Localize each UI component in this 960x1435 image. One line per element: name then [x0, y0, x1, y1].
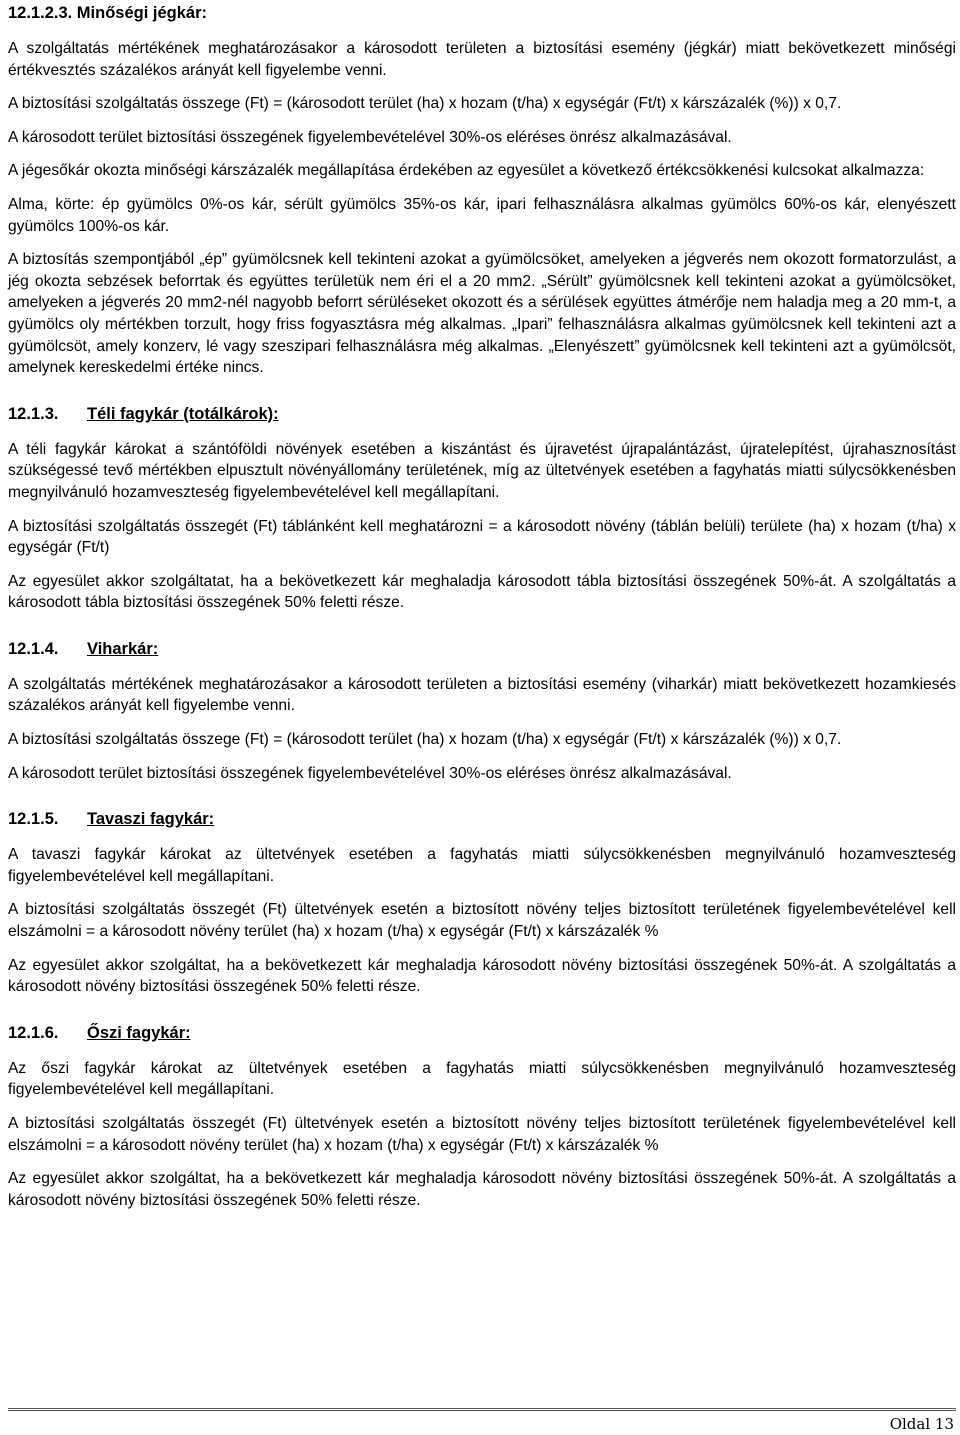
paragraph: A tavaszi fagykár károkat az ültetvények esetében a fagyhatás miatti súlycsökkenésben megnyilvánuló hozamveszteség figyelembevételével kell megállapítani. — [8, 846, 956, 885]
paragraph-formula: A biztosítási szolgáltatás összegét (Ft) táblánként kell meghatározni = a károsodott növény (táblán belüli) területe (ha) x hozam (t/ha) x egységár (Ft/t) — [8, 517, 956, 557]
paragraph-damage-keys: Alma, körte: ép gyümölcs 0%-os kár, sérült gyümölcs 35%-os kár, ipari felhasználásra alkalmas gyümölcs 60%-os kár, elenyészett gyümölcs 100%-os kár. — [8, 195, 956, 235]
section-title: Tavaszi fagykár: — [87, 810, 215, 829]
section-number: 12.1.6. — [8, 1023, 59, 1042]
section-heading-spring-frost — [8, 809, 956, 830]
section-heading-quality-hail: 12.1.2.3. Minőségi jégkár: — [8, 4, 207, 22]
paragraph-formula: A biztosítási szolgáltatás összege (Ft) = (károsodott terület (ha) x hozam (t/ha) x egységár (Ft/t) x kárszázalék (%)) x 0,7. — [8, 731, 842, 749]
paragraph-formula: A biztosítási szolgáltatás összegét (Ft) ültetvények esetén a biztosított növény teljes biztosított területének figyelembevételével kell elszámolni = a károsodott növény terület (ha) x hozam (t/ha) x egységár (Ft/t) x kárszázalék % — [8, 901, 956, 941]
section-number: 12.1.4. — [8, 639, 59, 658]
paragraph: A károsodott terület biztosítási összegének figyelembevételével 30%-os eléréses önrész alkalmazásával. — [8, 128, 732, 146]
document-page — [8, 0, 956, 1223]
paragraph: A téli fagykár károkat a szántóföldi növények esetében a kiszántást és újravetést újrapalántázást, újratelepítést, újrahasznosítást szükségessé tevő mértékben elpusztult növényállomány területének, míg az ültetvények esetében a fagyhatás miatti súlycsökkenésben megnyilvánuló hozamveszteség figyelembevételével kell megállapítani. — [8, 440, 956, 501]
paragraph: A jégesőkár okozta minőségi kárszázalék megállapítása érdekében az egyesület a következő értékcsökkenési kulcsokat alkalmazza: — [8, 162, 925, 180]
section-heading-winter-frost — [8, 404, 956, 425]
page-number: Oldal 13 — [889, 1415, 954, 1433]
paragraph-formula: A biztosítási szolgáltatás összegét (Ft) ültetvények esetén a biztosított növény teljes biztosított területének figyelembevételével kell elszámolni = a károsodott növény terület (ha) x hozam (t/ha) x egységár (Ft/t) x kárszázalék % — [8, 1115, 956, 1154]
paragraph-definitions: A biztosítás szempontjából „ép” gyümölcsnek kell tekinteni azokat a gyümölcsöket, amelyeken a jégverés nem okozott formatorzulást, a jég okozta sebzések beforrtak és együttes területük nem éri el a 20 mm2. „Sérült” gyümölcsnek kell tekinteni azokat a gyümölcsöket, amelyeken a jégverés 20 mm2-nél nagyobb beforrt sérüléseket okozott és a sérülések együttes átmérője nem haladja meg a 20 mm-t, a gyümölcs oly mértékben torzult, hogy friss fogyasztásra még alkalmas. „Ipari” felhasználásra alkalmas gyümölcsnek kell tekinteni azt a gyümölcsöt, amely konzerv, lé vagy szeszipari felhasználásra még alkalmas. „Elenyészett” gyümölcsnek kell tekinteni azt a gyümölcsöt, amelynek kereskedelmi értéke nincs. — [8, 251, 956, 377]
paragraph: A károsodott terület biztosítási összegének figyelembevételével 30%-os eléréses önrész alkalmazásával. — [8, 764, 732, 782]
section-number: 12.1.5. — [8, 810, 59, 829]
paragraph: A szolgáltatás mértékének meghatározásakor a károsodott területen a biztosítási esemény (jégkár) miatt bekövetkezett minőségi értékvesztés százalékos arányát kell figyelembe venni. — [8, 40, 956, 79]
paragraph: Az egyesület akkor szolgáltatat, ha a bekövetkezett kár meghaladja károsodott tábla biztosítási összegének 50%-át. A szolgáltatás a károsodott tábla biztosítási összegének 50% feletti része. — [8, 572, 956, 612]
paragraph-formula: A biztosítási szolgáltatás összege (Ft) = (károsodott terület (ha) x hozam (t/ha) x egységár (Ft/t) x kárszázalék (%)) x 0,7. — [8, 95, 842, 113]
section-title: Viharkár: — [87, 639, 159, 658]
paragraph: Az egyesület akkor szolgáltat, ha a bekövetkezett kár meghaladja károsodott növény biztosítási összegének 50%-át. A szolgáltatás a károsodott növény biztosítási összegének 50% feletti része. — [8, 956, 956, 996]
section-heading-autumn-frost — [8, 1023, 956, 1044]
section-title: Őszi fagykár: — [87, 1023, 191, 1042]
paragraph: A szolgáltatás mértékének meghatározásakor a károsodott területen a biztosítási esemény (viharkár) miatt bekövetkezett hozamkiesés százalékos arányát kell figyelembe venni. — [8, 675, 956, 715]
paragraph: Az őszi fagykár károkat az ültetvények esetében a fagyhatás miatti súlycsökkenésben megnyilvánuló hozamveszteség figyelembevételével kell megállapítani. — [8, 1059, 956, 1099]
section-number: 12.1.3. — [8, 404, 59, 423]
footer-divider — [8, 1408, 956, 1411]
section-heading-storm — [8, 639, 956, 660]
paragraph: Az egyesület akkor szolgáltat, ha a bekövetkezett kár meghaladja károsodott növény biztosítási összegének 50%-át. A szolgáltatás a károsodott növény biztosítási összegének 50% feletti része. — [8, 1170, 956, 1209]
section-title: Téli fagykár (totálkárok): — [87, 404, 279, 423]
